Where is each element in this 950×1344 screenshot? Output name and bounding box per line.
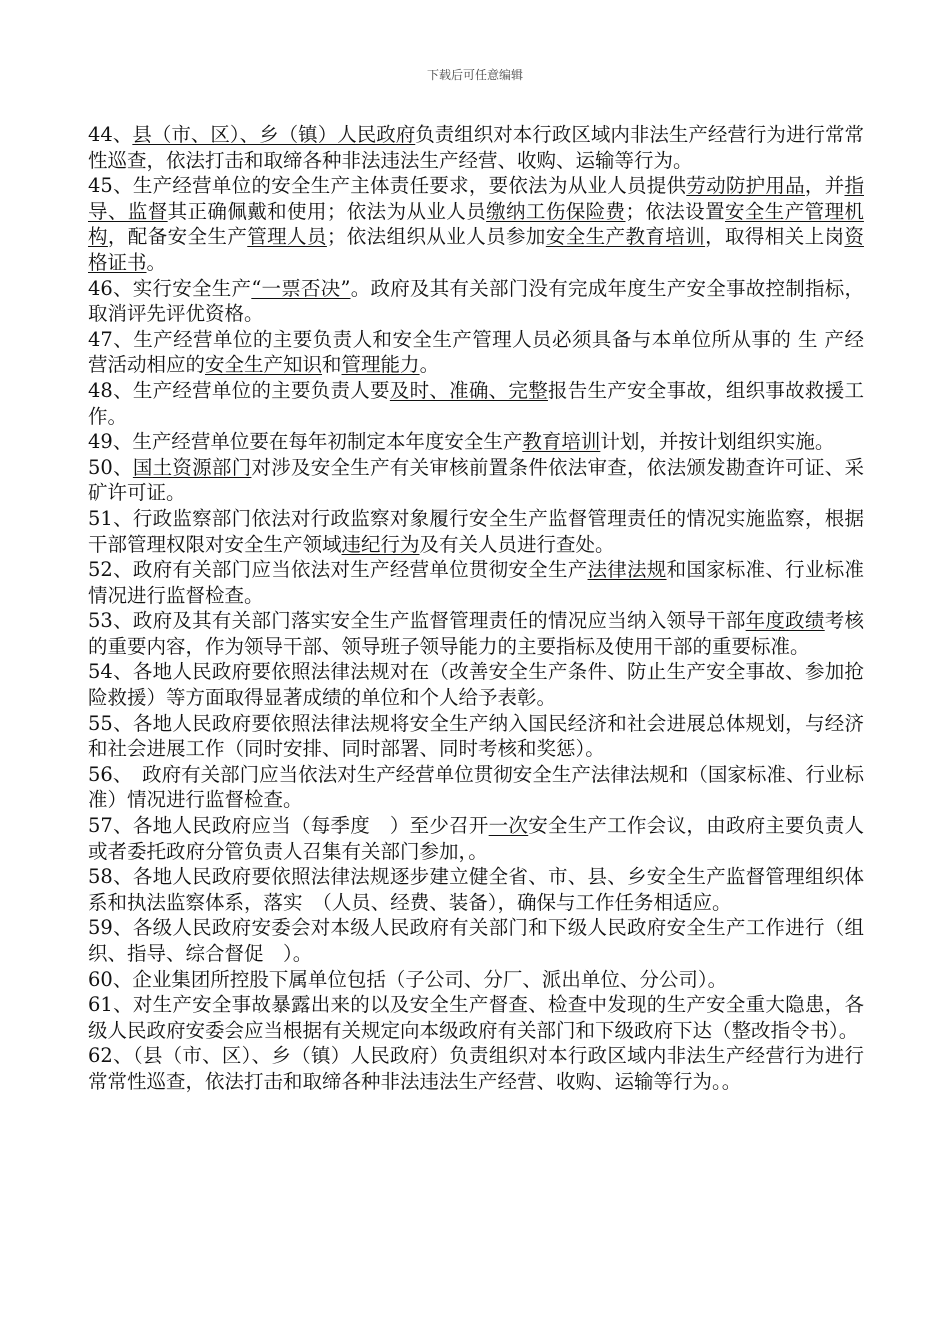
paragraph-text: 。	[419, 353, 440, 377]
underlined-answer: 法律法规	[587, 558, 667, 582]
document-body	[88, 122, 864, 1095]
paragraph-text: 53、政府及其有关部门落实安全生产监督管理责任的情况应当纳入领导干部	[88, 609, 746, 633]
paragraph-text: ，取得相关上岗	[705, 225, 845, 249]
paragraph-text: 及有关人员进行查处。	[419, 532, 615, 556]
underlined-answer: 及时、准确、完整	[389, 378, 548, 402]
paragraph-text: 56、 政府有关部门应当依法对生产经营单位贯彻安全生产法律法规和（国家标准、行业标准）情况进行监督检查。	[88, 762, 864, 812]
paragraph-text: 62、（县（市、区）、乡（镇）人民政府）负责组织对本行政区域内非法生产经营行为进行常常性巡查，依法打击和取缔各种非法违法生产经营、收购、运输等行为。。	[88, 1044, 864, 1093]
list-item	[88, 864, 864, 915]
paragraph-text: 对涉及安全生产有关审核前置条件依法审查，依法颁发勘查许可证、采矿许可证。	[88, 455, 864, 505]
underlined-answer: 管理人员	[247, 225, 327, 249]
paragraph-text: 。政府及其有关部门没有完成年度生产安全事故控制指标，取消评先评优资格。	[88, 276, 864, 326]
underlined-answer: 安全生产管理机构	[88, 199, 864, 249]
paragraph-text: 61、对生产安全事故暴露出来的以及安全生产督查、检查中发现的生产安全重大隐患，各级人民政府安委会应当根据有关规定向本级政府有关部门和下级政府下达（整改指令书）。	[88, 993, 864, 1042]
list-item	[88, 506, 864, 557]
paragraph-text: 57、各地人民政府应当（每季度 ）至少召开	[88, 814, 489, 838]
paragraph-text: 51、行政监察部门依法对行政监察对象履行安全生产监督管理责任的情况实施监察，根据干部管理权限对安全生产领域	[88, 506, 864, 556]
list-item	[88, 378, 864, 429]
list-item	[88, 455, 864, 506]
list-item	[88, 659, 864, 710]
underlined-answer: 安全生产教育培训	[545, 225, 706, 249]
list-item	[88, 762, 864, 813]
paragraph-text: 和国家标准、行业标准情况进行监督检查。	[88, 558, 864, 607]
underlined-answer: 安全生产知识	[205, 353, 323, 377]
paragraph-text: 46、实行安全生产	[88, 276, 252, 300]
list-item	[88, 711, 864, 762]
list-item	[88, 608, 864, 659]
paragraph-text: 52、政府有关部门应当依法对生产经营单位贯彻安全生产	[88, 558, 588, 582]
paragraph-text: 55、各地人民政府要依照法律法规将安全生产纳入国民经济和社会进展总体规划，与经济和社会进展工作（同时安排、同时部署、同时考核和奖惩）。	[88, 711, 864, 761]
paragraph-text: 45、生产经营单位的安全生产主体责任要求，要依法为从业人员提供	[88, 174, 687, 198]
underlined-answer: 劳动防护用品	[686, 174, 805, 198]
list-item	[88, 1043, 864, 1094]
list-item	[88, 276, 864, 327]
paragraph-text: ；依法组织从业人员参加	[326, 225, 546, 249]
list-item	[88, 967, 864, 993]
underlined-answer: 年度政绩	[745, 609, 825, 633]
underlined-answer: 县（市、区）、乡（镇）人民政府	[132, 123, 416, 146]
underlined-answer: 一次	[488, 814, 529, 838]
list-item	[88, 327, 864, 378]
list-item	[88, 992, 864, 1043]
paragraph-text: 49、生产经营单位要在每年初制定本年度安全生产	[88, 430, 523, 454]
paragraph-text: 其正确佩戴和使用；依法为从业人员	[167, 199, 487, 223]
list-item	[88, 122, 864, 173]
list-item	[88, 915, 864, 966]
paragraph-text: 58、各地人民政府要依照法律法规逐步建立健全省、市、县、乡安全生产监督管理组织体系和执法监察体系，落实 （人员、经费、装备），确保与工作任务相适应。	[88, 865, 864, 914]
paragraph-text: ，并	[804, 174, 845, 198]
paragraph-text: 54、各地人民政府要依照法律法规对在（改善安全生产条件、防止生产安全事故、参加抢险救援）等方面取得显著成绩的单位和个人给予表彰。	[88, 660, 864, 710]
paragraph-text: 和	[322, 353, 342, 377]
paragraph-text: 59、各级人民政府安委会对本级人民政府有关部门和下级人民政府安全生产工作进行（组织、指导、综合督促 ）。	[88, 916, 864, 965]
paragraph-text: 48、生产经营单位的主要负责人要	[88, 378, 390, 402]
underlined-answer: “一票否决”	[251, 276, 351, 300]
paragraph-text: 50、	[88, 455, 133, 479]
list-item	[88, 813, 864, 864]
paragraph-text: 60、企业集团所控股下属单位包括（子公司、分厂、派出单位、分公司）。	[88, 967, 728, 991]
paragraph-text: 负责组织对本行政区域内非法生产经营行为进行常常性巡查，依法打击和取缔各种非法违法生产经营、收购、运输等行为。	[88, 123, 864, 172]
paragraph-text: 报告生产安全事故，组织事故救援工作。	[88, 378, 864, 428]
underlined-answer: 国土资源部门	[132, 455, 252, 479]
paragraph-text: 计划，并按计划组织实施。	[600, 430, 835, 454]
paragraph-text: 安全生产工作会议，由政府主要负责人或者委托政府分管负责人召集有关部门参加，。	[88, 814, 864, 863]
paragraph-text: 44、	[88, 123, 133, 146]
underlined-answer: 缴纳工伤保险费	[486, 199, 626, 223]
list-item	[88, 429, 864, 455]
paragraph-text: 47、生产经营单位的主要负责人和安全生产管理人员必须具备与本单位所从事的 生 产经营活动相应的	[88, 327, 864, 377]
page-header: 下载后可任意编辑	[426, 68, 523, 82]
paragraph-text: ；依法设置	[625, 199, 725, 223]
underlined-answer: 违纪行为	[341, 532, 420, 556]
underlined-answer: 指导、监督	[88, 174, 864, 223]
paragraph-text: 考核的重要内容，作为领导干部、领导班子领导能力的主要指标及使用干部的重要标准。	[88, 609, 864, 658]
underlined-answer: 教育培训	[522, 430, 601, 454]
list-item	[88, 173, 864, 275]
paragraph-text: 。	[146, 250, 167, 274]
underlined-answer: 管理能力	[341, 353, 420, 377]
underlined-answer: 资格证书	[88, 225, 864, 274]
list-item	[88, 557, 864, 608]
paragraph-text: ，配备安全生产	[107, 225, 248, 249]
